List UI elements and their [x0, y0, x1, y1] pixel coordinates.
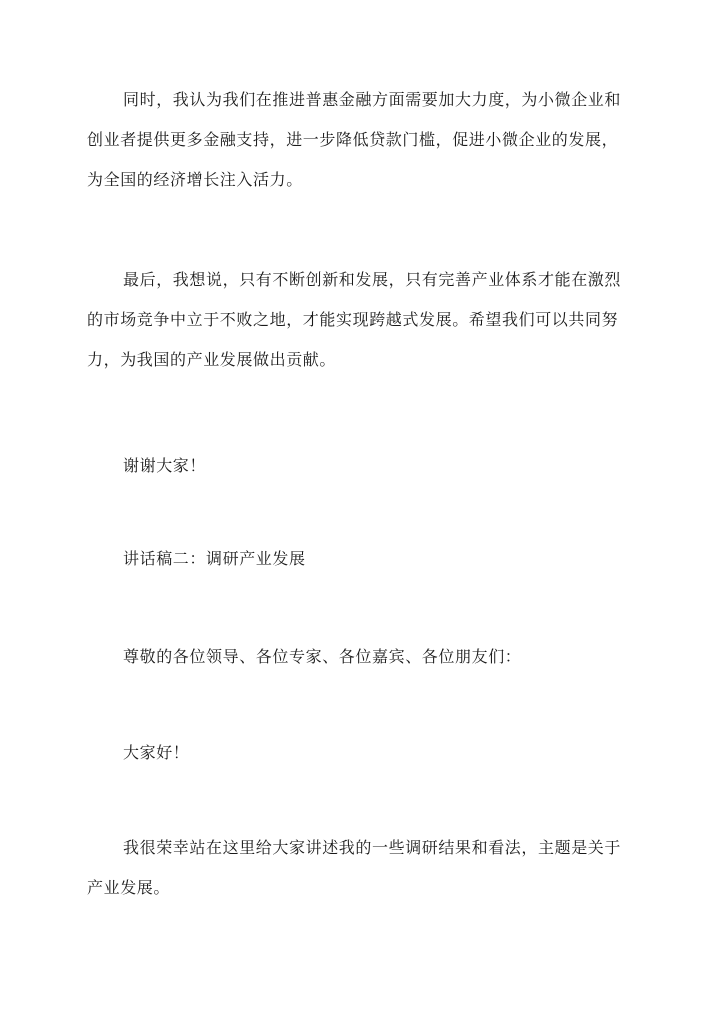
paragraph-line: 同时，我认为我们在推进普惠金融方面需要加大力度，为小微企业和	[123, 90, 622, 109]
paragraph-line: 的市场竞争中立于不败之地，才能实现跨越式发展。希望我们可以共同努	[87, 310, 619, 329]
paragraph-inclusive-finance	[87, 80, 635, 200]
paragraph-line: 产业发展。	[87, 878, 171, 897]
paragraph-research-intro	[87, 828, 635, 908]
paragraph-line: 力，为我国的产业发展做出贡献。	[87, 350, 337, 369]
paragraph-line: 我很荣幸站在这里给大家讲述我的一些调研结果和看法，主题是关于	[123, 838, 622, 857]
paragraph-line: 最后，我想说，只有不断创新和发展，只有完善产业体系才能在激烈	[123, 270, 622, 289]
salutation-line: 尊敬的各位领导、各位专家、各位嘉宾、各位朋友们：	[123, 647, 522, 666]
paragraph-line: 为全国的经济增长注入活力。	[87, 170, 303, 189]
thanks-line: 谢谢大家！	[123, 456, 207, 475]
greeting-line: 大家好！	[123, 743, 190, 762]
paragraph-line: 创业者提供更多金融支持，进一步降低贷款门槛，促进小微企业的发展，	[87, 130, 619, 149]
paragraph-conclusion	[87, 260, 635, 380]
speech-two-heading: 讲话稿二：调研产业发展	[123, 549, 306, 568]
